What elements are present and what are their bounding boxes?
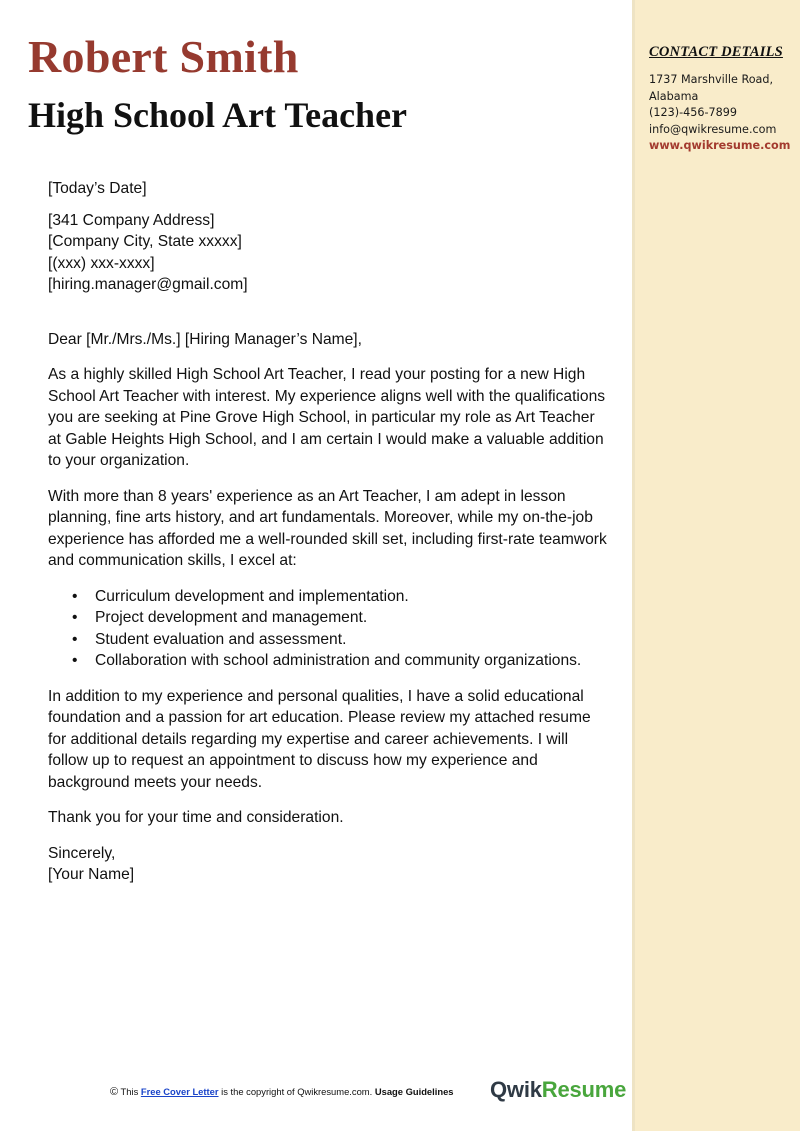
logo-part-qwik: Qwik [490, 1077, 542, 1102]
recipient-email: [hiring.manager@gmail.com] [48, 276, 248, 293]
copyright-icon: © [110, 1086, 119, 1098]
list-item: • Project development and management. [95, 607, 608, 629]
letter-date: [Today’s Date] [48, 180, 147, 197]
signature: [Your Name] [48, 866, 135, 883]
paragraph-education: In addition to my experience and personal qualities, I have a solid educational foundation and a passion for art education. Please review my attached resume for additional details regarding my expertise and career achievements. I will follow up to request an appointment to discuss how my experience and background meets your needs. [48, 687, 591, 791]
recipient-address: [341 Company Address] [48, 211, 215, 229]
usage-guidelines-link[interactable]: Usage Guidelines [374, 1086, 454, 1097]
paragraph-experience: With more than 8 years' experience as an Art Teacher, I am adept in lesson planning, fine arts history, and art fundamentals. Moreover, while my on-the-job experience has afforded me a well-rounded skill set, including first-rate teamwork and communication skills, I excel at: [48, 487, 607, 569]
qwikresume-logo [490, 1077, 626, 1103]
contact-details [649, 72, 799, 155]
list-item: • Student evaluation and assessment. [95, 629, 608, 651]
salutation: Dear [Mr./Mrs./Ms.] [Hiring Manager’s Name], [48, 330, 362, 348]
logo-part-resume: Resume [541, 1077, 627, 1102]
footer-text-after: is the copyright of Qwikresume.com. [221, 1086, 373, 1097]
contact-address-line1: 1737 Marshville Road, [649, 73, 774, 86]
contact-heading: CONTACT DETAILS [649, 44, 783, 60]
closing: Sincerely, [48, 844, 116, 862]
recipient-block [48, 210, 608, 296]
contact-sidebar [632, 0, 800, 1131]
job-title: High School Art Teacher [28, 95, 408, 135]
contact-phone: (123)-456-7899 [649, 106, 737, 119]
skills-list [48, 586, 608, 672]
contact-website: www.qwikresume.com [649, 139, 791, 152]
footer-text-before: This [120, 1086, 139, 1097]
list-item: • Curriculum development and implementation. [95, 586, 608, 608]
paragraph-intro: As a highly skilled High School Art Teacher, I read your posting for a new High School Art Teacher with interest. My experience aligns well with the qualifications you are seeking at Pine Grove High School, in particular my role as Art Teacher at Gable Heights High School, and I am certain I would make a valuable addition to your organization. [48, 366, 606, 469]
footer-copyright [110, 1086, 454, 1098]
applicant-name: Robert Smith [28, 31, 299, 82]
thank-you-line: Thank you for your time and consideration. [48, 809, 344, 826]
letter-body [48, 178, 608, 886]
list-item: • Collaboration with school administration and community organizations. [95, 650, 608, 672]
contact-address-line2: Alabama [649, 89, 699, 103]
contact-email: info@qwikresume.com [649, 122, 777, 136]
recipient-city-state: [Company City, State xxxxx] [48, 233, 242, 250]
recipient-phone: [(xxx) xxx-xxxx] [48, 254, 155, 272]
free-cover-letter-link[interactable]: Free Cover Letter [140, 1086, 219, 1097]
